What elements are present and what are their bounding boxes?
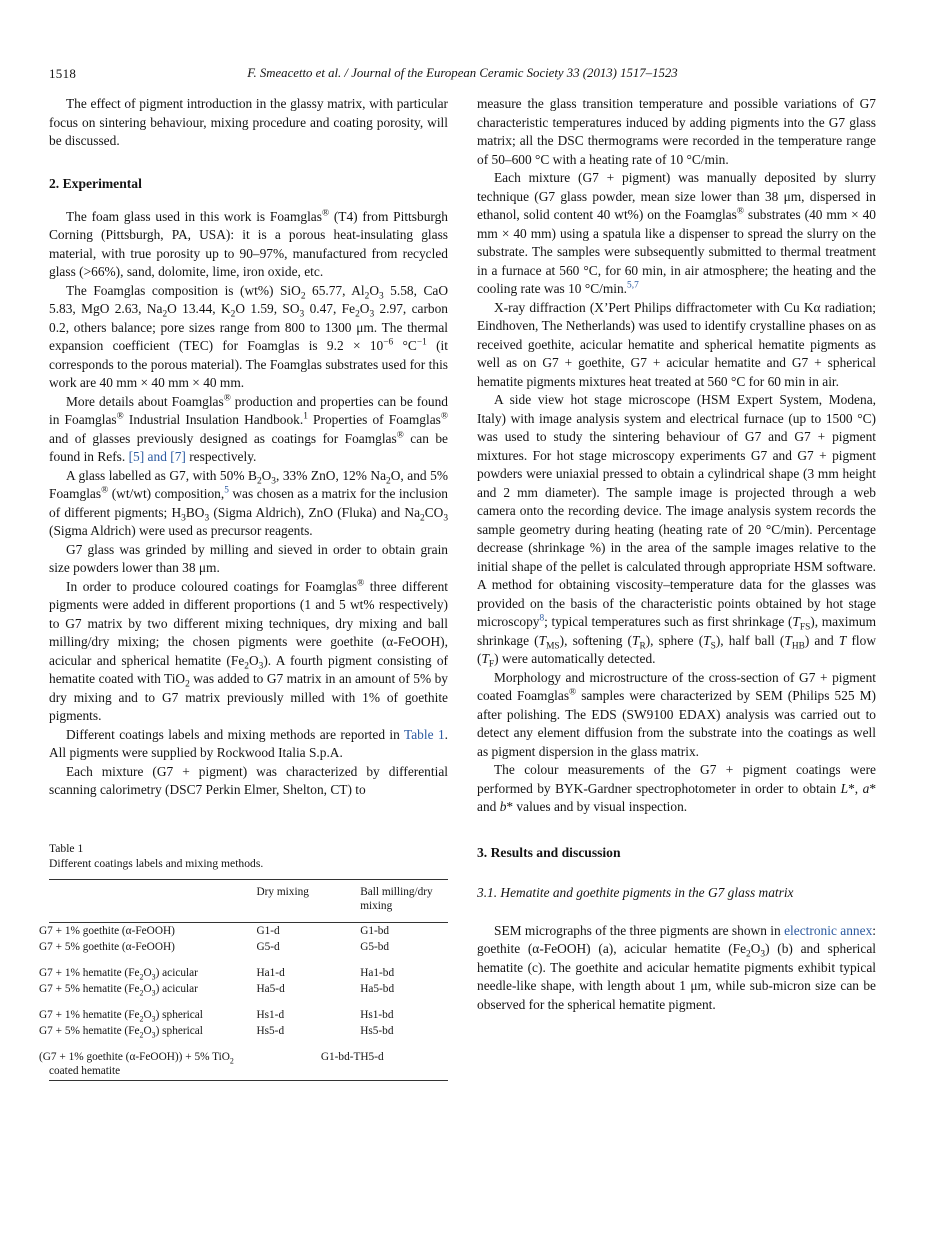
paragraph: A glass labelled as G7, with 50% $B_2O_3$, 33% ZnO, 12% $Na_2O$, and 5% Foamglas® (wt/wt) composition,$^5$ was chosen as a matrix for the inclusion of different pigments; $H_3BO_3$ (Sigma Aldrich), ZnO (Fluka) and $Na_2CO_3$ (Sigma Aldrich) were used as precursor reagents. — [49, 467, 448, 538]
ref-link-5-7[interactable]: 5,7 — [627, 280, 639, 291]
two-column-body — [39, 95, 877, 1081]
table-row — [49, 998, 448, 1024]
paragraph: G7 glass was grinded by milling and sieved in order to obtain grain size powders lower than 38 μm. — [49, 541, 448, 575]
right-column — [477, 95, 876, 1081]
cell-combined-value: G1-bd-TH5-d — [320, 1050, 384, 1063]
row-label: G7 + 1% goethite (α-FeOOH) — [39, 924, 175, 937]
table-row-combined — [49, 1040, 448, 1081]
table-1 — [39, 841, 448, 1081]
table-row — [49, 981, 448, 998]
row-label: G7 + 1% hematite $(Fe_2O_3)$ acicular — [39, 966, 198, 981]
cell-dry: Ha1-d — [256, 966, 285, 979]
ref-link-5-and-7[interactable]: [5] and [7] — [128, 449, 186, 464]
ref-link-8[interactable]: 8 — [539, 613, 545, 624]
header-cell-empty — [49, 879, 256, 922]
cell-dry: Hs1-d — [256, 1008, 285, 1021]
cell-ball: Ha5-bd — [360, 983, 395, 995]
table-row — [49, 1023, 448, 1040]
paragraph: X-ray diffraction (X’Pert Philips diffractometer with Cu Kα radiation; Eindhoven, The Netherlands) was used to identify crystalline phases on as received goethite, acicular hematite and spherical hematite pigments as well as on G7 + goethite, G7 + acicular hematite and G7 + spherical hematite pigments mixtures heat treated at 560 °C for 60 min in air. — [477, 299, 876, 389]
table-row — [49, 956, 448, 982]
paragraph: Each mixture (G7 + pigment) was manually deposited by slurry technique (G7 glass powder, mean size lower than 38 μm, dispersed in ethanol, solid content 40 wt%) on the Foamglas® substrates (40 mm × 40 mm × 40 mm) using a spatula like a dispenser to spread the slurry on the substrate. The samples were subsequently submitted to thermal treatment in a furnace at 560 °C, for 60 min, in air atmosphere; the heating and the cooling rate was 10 °C/min.$^{5,7}$ — [477, 170, 876, 296]
row-label: G7 + 1% hematite $(Fe_2O_3)$ spherical — [39, 1008, 203, 1023]
page-number: 1518 — [49, 66, 77, 81]
paragraph-intro: The effect of pigment introduction in the glassy matrix, with particular focus on sintering behaviour, mixing procedure and coating porosity, will be discussed. — [49, 96, 448, 148]
left-column — [39, 95, 448, 1081]
cell-ball: Hs1-bd — [360, 1008, 394, 1021]
paragraph: The colour measurements of the G7 + pigment coatings were performed by BYK-Gardner spectrophotometer in order to obtain L*, a* and b* values and by visual inspection. — [477, 762, 877, 814]
ref-link-5[interactable]: 5 — [224, 485, 229, 496]
cell-dry: Hs5-d — [256, 1025, 285, 1037]
paragraph: Each mixture (G7 + pigment) was characterized by differential scanning calorimetry (DSC7 Perkin Elmer, Shelton, CT) to — [49, 763, 448, 797]
table1-link[interactable]: Table 1 — [404, 726, 445, 742]
row-label: (G7 + 1% goethite (α-FeOOH)) + 5% TiO$_2$ coated hematite — [39, 1050, 234, 1077]
header-cell-dry-mixing: Dry mixing — [256, 879, 360, 922]
coatings-table — [39, 879, 448, 1081]
row-label: G7 + 5% hematite $(Fe_2O_3)$ acicular — [39, 983, 198, 998]
section-heading-results: 3. Results and discussion — [477, 844, 621, 860]
table-caption: Different coatings labels and mixing methods. — [49, 856, 264, 870]
paragraph: The foam glass used in this work is Foamglas® (T4) from Pittsburgh Corning (Pittsburgh, PA, USA): it is a porous heat-insulating glass material, with true porosity up to 90–97%, manufactured from recycled glass (>66%), sand, dolomite, lime, iron oxide, etc. — [49, 208, 448, 279]
electronic-annex-link[interactable]: electronic annex — [784, 922, 873, 938]
row-label: G7 + 5% goethite (α-FeOOH) — [39, 941, 175, 953]
paragraph: SEM micrographs of the three pigments are shown in electronic annex: goethite (α-FeOOH) (a), acicular hematite $(Fe_2O_3)$ (b) and spherical hematite (c). The goethite and acicular hematite pigments exhibit typical needle-like shape, with length about 1 μm, while sub-micron size can be observed for the spherical hematite pigment. — [477, 922, 876, 1012]
cell-ball: Ha1-bd — [360, 966, 395, 979]
running-header — [49, 66, 876, 81]
cell-ball: Hs5-bd — [360, 1025, 394, 1037]
section-heading-experimental: 2. Experimental — [49, 175, 142, 191]
cell-dry: Ha5-d — [256, 983, 285, 995]
table-row — [49, 939, 448, 956]
cell-dry: G5-d — [256, 941, 280, 953]
paragraph: Different coatings labels and mixing methods are reported in Table 1. All pigments were supplied by Rockwood Italia S.p.A. — [49, 726, 448, 760]
paragraph: The Foamglas composition is (wt%) SiO$_2$ 65.77, $Al_2O_3$ 5.58, CaO 5.83, MgO 2.63, $Na_2O$ 13.44, $K_2O$ 1.59, $SO_3$ 0.47, $Fe_2O_3$ 2.97, carbon 0.2, others balance; pore sizes range from 800 to 1300 μm. The thermal expansion coefficient (TEC) for Foamglas is $9.2 \times 10^{-6}$ $^\circ C^{-1}$ (it corresponds to the porous material). The Foamglas substrates used for this work are 40 mm × 40 mm × 40 mm. — [49, 282, 448, 390]
table-row — [49, 922, 448, 939]
table-label: Table 1 — [49, 841, 84, 855]
cell-ball: G5-bd — [360, 941, 390, 953]
row-label: G7 + 5% hematite $(Fe_2O_3)$ spherical — [39, 1025, 203, 1040]
paragraph: More details about Foamglas® production and properties can be found in Foamglas® Industrial Insulation Handbook.$^1$ Properties of Foamglas® and of glasses previously designed as coatings for Foamglas® can be found in Refs. [5] and [7] respectively. — [49, 393, 448, 464]
table-header-row — [49, 879, 448, 922]
paragraph-continuation: measure the glass transition temperature and possible variations of G7 characteristic temperatures induced by adding pigments into the G7 glass matrix; all the DSC thermograms were recorded in the temperature range of 50–600 °C with a heating rate of 10 °C/min. — [477, 96, 876, 167]
cell-ball: G1-bd — [360, 924, 390, 937]
cell-dry: G1-d — [256, 924, 280, 937]
running-title: F. Smeacetto et al. / Journal of the European Ceramic Society 33 (2013) 1517–1523 — [247, 66, 678, 80]
paragraph: In order to produce coloured coatings for Foamglas® three different pigments were added in different proportions (1 and 5 wt% respectively) to G7 matrix by two different mixing techniques, dry mixing and ball milling/dry mixing; the chosen pigments were goethite (α-FeOOH), acicular and spherical hematite $(Fe_2O_3)$. A fourth pigment consisting of hematite coated with TiO$_2$ was added to G7 matrix in an amount of 5% by dry mixing and to G7 matrix previously milled with 1% of goethite pigments. — [49, 578, 448, 723]
paragraph: Morphology and microstructure of the cross-section of G7 + pigment coated Foamglas® samples were characterized by SEM (Philips 525 M) after polishing. The EDS (SW9100 EDAX) analysis was carried out to detect any element diffusion from the substrate into the coatings as well as pigment dispersion in the glass matrix. — [477, 669, 876, 759]
header-cell-ball-milling: Ball milling/dry mixing — [360, 879, 448, 922]
paragraph: A side view hot stage microscope (HSM Expert System, Modena, Italy) with image analysis system and electrical furnace (up to 1500 °C) was used to study the sintering behaviour of G7 and G7 + pigment mixtures. For hot stage microscopy experiments G7 and G7 + pigment powders were uniaxial pressed to obtain a cylindrical shape (3 mm height and 2 mm diameter). The sample image is projected through a web camera onto the recording device. The image analysis system records the sample geometry during heating (heating rate of 20 °C/min). Percentage decrease (shrinkage %) in the area of the sample images relative to the initial shape of the pellet is calculated through appropriate HSM software. A method for obtaining viscosity–temperature data for the glasses was provided on the basis of the characteristic points obtained by hot stage microscopy$^8$; typical temperatures such as first shrinkage $(T_{FS})$, maximum shrinkage $(T_{MS})$, softening $(T_R)$, sphere $(T_S)$, half ball $(T_{HB})$ and T flow $(T_F)$ were automatically detected. — [477, 392, 876, 670]
subsection-heading-3-1: 3.1. Hematite and goethite pigments in the G7 glass matrix — [477, 884, 794, 900]
